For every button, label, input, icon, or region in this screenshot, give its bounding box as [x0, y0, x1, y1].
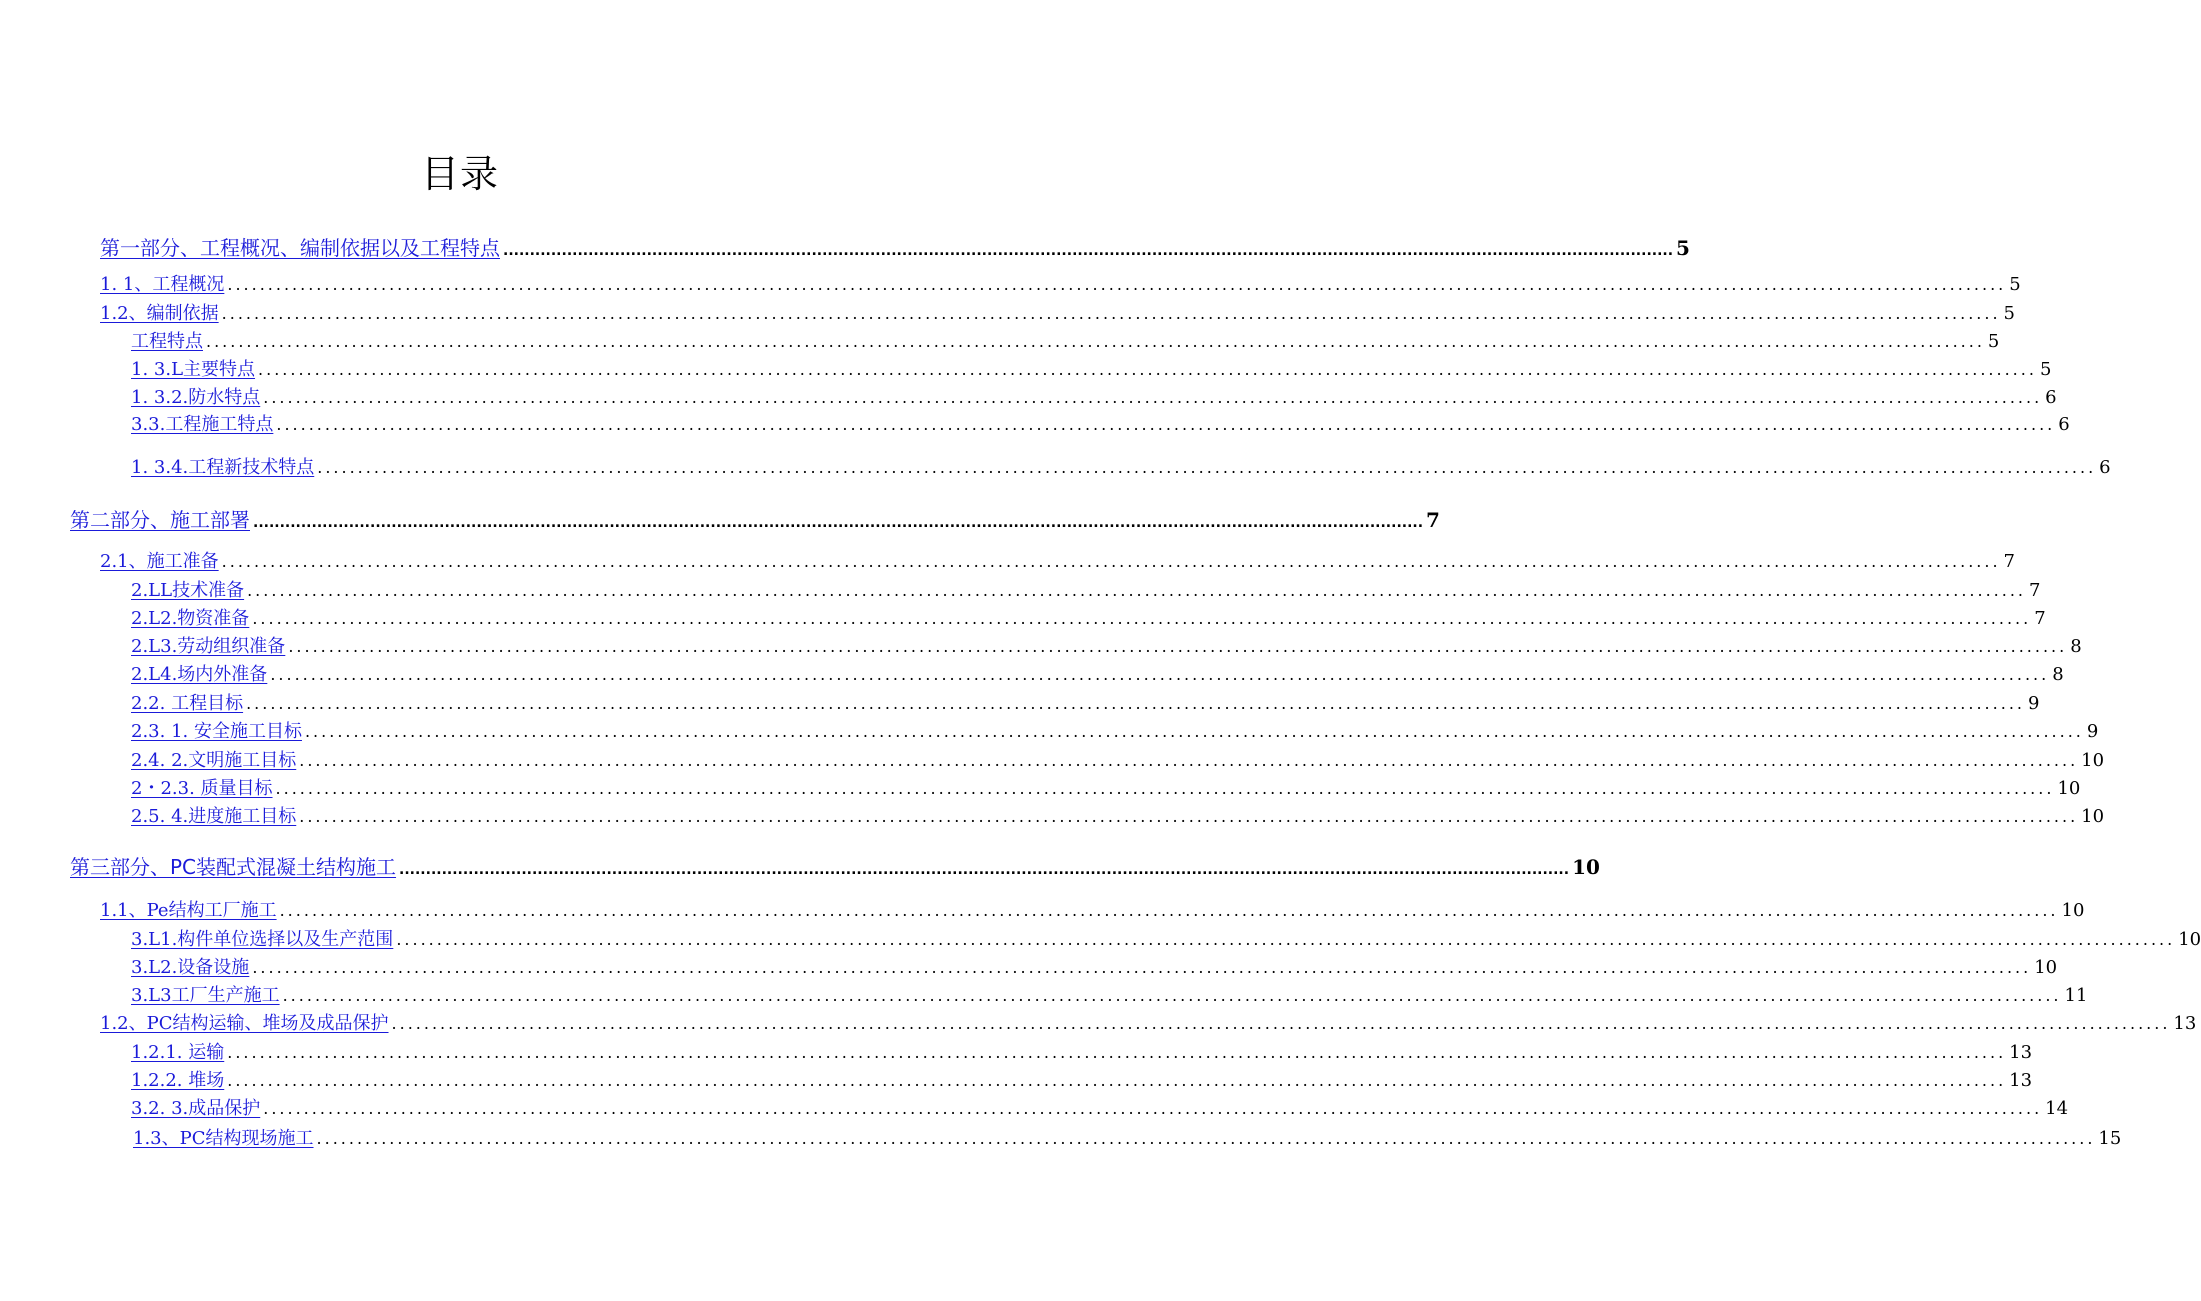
toc-page-number: 10	[2178, 929, 2201, 950]
toc-page-number: 10	[2081, 806, 2105, 827]
dot-leader: ............................................................................................................................................................................................................................	[299, 807, 2079, 826]
dot-leader: ............................................................................................................................................................................................................................	[263, 388, 2043, 407]
toc-page-number: 5	[1987, 331, 2000, 352]
dot-leader: ............................................................................................................................................................................................................................	[227, 1071, 2007, 1090]
toc-entry-link[interactable]: 1.3、PC结构现场施工	[133, 1128, 314, 1149]
dot-leader: ............................................................................................................................................................................................................................	[282, 986, 2062, 1005]
toc-entry-link[interactable]: 1. 3.L主要特点	[131, 359, 256, 380]
toc-entry-link[interactable]: 2.3. 1. 安全施工目标	[131, 721, 302, 742]
dot-leader: ............................................................................................................................................................................................................................	[246, 694, 2025, 713]
dot-leader: ............................................................................................................................................................................................................................	[279, 901, 2059, 920]
dot-leader: ............................................................................................................................................................................................................................	[270, 665, 2050, 684]
toc-page-number: 6	[2045, 387, 2057, 408]
toc-entry-link[interactable]: 1.2.2. 堆场	[131, 1070, 225, 1091]
dot-leader: ............................................................................................................................................................................................................................	[206, 332, 1985, 351]
toc-entry[interactable]	[131, 746, 2105, 772]
toc-page-number: 10	[1572, 855, 1600, 879]
toc-entry-link[interactable]: 第二部分、施工部署	[70, 508, 250, 532]
toc-entry[interactable]	[70, 504, 1440, 533]
toc-entry-link[interactable]: 2.L3.劳动组织准备	[131, 636, 286, 657]
toc-page-number: 13	[2173, 1013, 2197, 1034]
toc-entry[interactable]	[131, 1066, 2033, 1092]
toc-entry-link[interactable]: 1. 3.2.防水特点	[131, 387, 261, 408]
toc-page-number: 5	[2003, 303, 2015, 324]
toc-entry[interactable]	[133, 1124, 2122, 1150]
dot-leader: ............................................................................................................................................................................................................................	[399, 862, 1570, 878]
dot-leader: ............................................................................................................................................................................................................................	[252, 958, 2032, 977]
dot-leader: ............................................................................................................................................................................................................................	[253, 515, 1424, 531]
toc-entry-link[interactable]: 2.LL技术准备	[131, 580, 245, 601]
toc-entry-link[interactable]: 3.L3工厂生产施工	[131, 985, 280, 1006]
toc-entry-link[interactable]: 2・2.3. 质量目标	[131, 778, 273, 799]
dot-leader: ............................................................................................................................................................................................................................	[503, 243, 1674, 259]
toc-entry[interactable]	[131, 632, 2082, 658]
toc-entry-link[interactable]: 第三部分、PC装配式混凝土结构施工	[70, 855, 397, 879]
toc-entry-link[interactable]: 1. 1、工程概况	[100, 274, 225, 295]
dot-leader: ............................................................................................................................................................................................................................	[227, 1043, 2007, 1062]
toc-entry[interactable]	[100, 896, 2085, 922]
toc-page-number: 9	[2086, 721, 2099, 742]
toc-entry-link[interactable]: 1.2、编制依据	[100, 303, 219, 324]
toc-entry-link[interactable]: 2.L4.场内外准备	[131, 664, 268, 685]
toc-page-number: 10	[2057, 778, 2081, 799]
toc-entry-link[interactable]: 3.3.工程施工特点	[131, 414, 274, 435]
toc-page-number: 11	[2064, 985, 2088, 1006]
toc-page-number: 5	[1676, 236, 1690, 260]
dot-leader: ............................................................................................................................................................................................................................	[258, 360, 2037, 379]
toc-entry[interactable]	[131, 774, 2081, 800]
toc-entry[interactable]	[131, 383, 2057, 409]
toc-page-number: 7	[2034, 608, 2046, 629]
toc-page-number: 13	[2009, 1070, 2033, 1091]
toc-entry[interactable]	[131, 689, 2040, 715]
dot-leader: ............................................................................................................................................................................................................................	[252, 609, 2032, 628]
dot-leader: ............................................................................................................................................................................................................................	[317, 458, 2097, 477]
toc-entry[interactable]	[100, 232, 1690, 261]
toc-entry-link[interactable]: 3.2. 3.成品保护	[131, 1098, 261, 1119]
toc-entry[interactable]	[131, 327, 2000, 353]
toc-page-number: 9	[2027, 693, 2040, 714]
toc-page-number: 5	[2039, 359, 2052, 380]
toc-entry-link[interactable]: 1.1、Pe结构工厂施工	[100, 900, 277, 921]
dot-leader: ............................................................................................................................................................................................................................	[275, 779, 2055, 798]
toc-entry-link[interactable]: 1. 3.4.工程新技术特点	[131, 457, 315, 478]
dot-leader: ............................................................................................................................................................................................................................	[316, 1129, 2096, 1148]
toc-page-number: 7	[2003, 551, 2015, 572]
toc-entry[interactable]	[131, 981, 2088, 1007]
toc-page-number: 5	[2009, 274, 2021, 295]
toc-entry[interactable]	[131, 1038, 2033, 1064]
dot-leader: ............................................................................................................................................................................................................................	[263, 1099, 2043, 1118]
toc-page-number: 6	[2099, 457, 2111, 478]
toc-entry[interactable]	[100, 1009, 2197, 1035]
toc-entry[interactable]	[100, 547, 2015, 573]
dot-leader: ............................................................................................................................................................................................................................	[247, 581, 2026, 600]
dot-leader: ............................................................................................................................................................................................................................	[396, 930, 2176, 949]
toc-entry[interactable]	[131, 925, 2201, 951]
toc-entry[interactable]	[70, 851, 1600, 880]
toc-entry-link[interactable]: 2.L2.物资准备	[131, 608, 250, 629]
toc-entry[interactable]	[131, 576, 2041, 602]
toc-entry-link[interactable]: 3.L2.设备设施	[131, 957, 250, 978]
toc-entry[interactable]	[131, 355, 2052, 381]
toc-page-number: 8	[2052, 664, 2064, 685]
dot-leader: ............................................................................................................................................................................................................................	[221, 552, 2001, 571]
dot-leader: ............................................................................................................................................................................................................................	[299, 751, 2079, 770]
toc-page-number: 13	[2009, 1042, 2033, 1063]
toc-entry[interactable]	[131, 660, 2064, 686]
toc-entry-link[interactable]: 1.2、PC结构运输、堆场及成品保护	[100, 1013, 389, 1034]
toc-page-number: 14	[2045, 1098, 2069, 1119]
toc-page-number: 8	[2070, 636, 2082, 657]
toc-entry-link[interactable]: 2.5. 4.进度施工目标	[131, 806, 297, 827]
toc-entry-link[interactable]: 3.L1.构件单位选择以及生产范围	[131, 929, 394, 950]
toc-entry-link[interactable]: 2.1、施工准备	[100, 551, 219, 572]
toc-title: 目录	[420, 152, 499, 196]
toc-page-number: 7	[2029, 580, 2041, 601]
toc-page-number: 10	[2081, 750, 2105, 771]
toc-entry-link[interactable]: 工程特点	[131, 331, 203, 352]
toc-entry[interactable]	[100, 270, 2021, 296]
toc-page-number: 15	[2098, 1128, 2122, 1149]
dot-leader: ............................................................................................................................................................................................................................	[288, 637, 2068, 656]
dot-leader: ............................................................................................................................................................................................................................	[221, 304, 2001, 323]
dot-leader: ............................................................................................................................................................................................................................	[391, 1014, 2171, 1033]
toc-entry[interactable]	[131, 410, 2070, 436]
toc-entry[interactable]	[131, 717, 2099, 743]
toc-entry[interactable]	[131, 953, 2058, 979]
toc-entry-link[interactable]: 2.2. 工程目标	[131, 693, 244, 714]
toc-entry[interactable]	[131, 453, 2111, 479]
toc-page-number: 7	[1426, 508, 1440, 532]
toc-page-number: 10	[2061, 900, 2085, 921]
toc-entry[interactable]	[100, 299, 2015, 325]
dot-leader: ............................................................................................................................................................................................................................	[227, 275, 2007, 294]
dot-leader: ............................................................................................................................................................................................................................	[304, 722, 2084, 741]
toc-entry[interactable]	[131, 1094, 2069, 1120]
toc-entry-link[interactable]: 1.2.1. 运输	[131, 1042, 225, 1063]
toc-page-number: 6	[2058, 414, 2070, 435]
toc-page-number: 10	[2034, 957, 2058, 978]
dot-leader: ............................................................................................................................................................................................................................	[276, 415, 2056, 434]
toc-entry[interactable]	[131, 604, 2046, 630]
toc-entry-link[interactable]: 第一部分、工程概况、编制依据以及工程特点	[100, 236, 500, 260]
toc-entry[interactable]	[131, 802, 2105, 828]
toc-entry-link[interactable]: 2.4. 2.文明施工目标	[131, 750, 297, 771]
